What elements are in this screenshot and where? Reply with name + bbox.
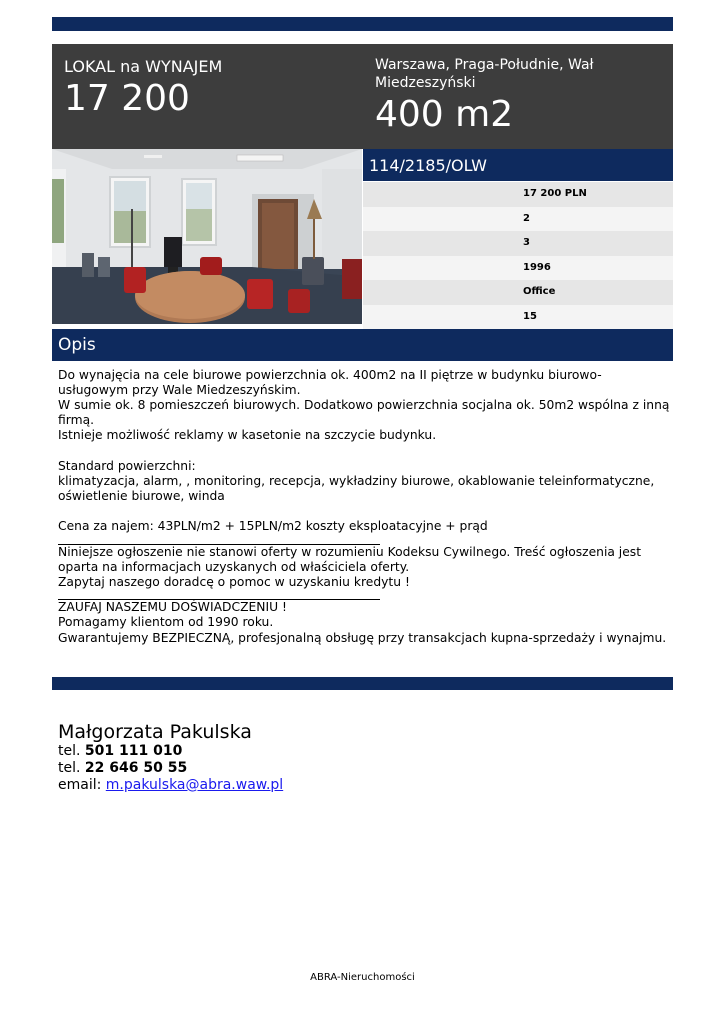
contact-block xyxy=(58,721,458,794)
details-value: Office xyxy=(523,286,556,297)
listing-location: Warszawa, Praga-Południe, Wał Miedzeszyński xyxy=(375,57,594,91)
details-value: 3 xyxy=(523,237,530,248)
header-right xyxy=(375,56,665,136)
description-line: Cena za najem: 43PLN/m2 + 15PLN/m2 koszty eksploatacyjne + prąd xyxy=(58,518,488,533)
phone-number-1[interactable]: 501 111 010 xyxy=(84,743,183,759)
disclaimer-line: Zapytaj naszego doradcę o pomoc w uzyskaniu kredytu ! xyxy=(58,575,410,590)
agent-name: Małgorzata Pakulska xyxy=(58,721,252,743)
listing-type: LOKAL na WYNAJEM xyxy=(64,57,223,76)
listing-header xyxy=(52,44,673,149)
top-accent-bar xyxy=(52,17,673,31)
section-divider-bar xyxy=(52,677,673,690)
phone-number-2[interactable]: 22 646 50 55 xyxy=(84,760,188,776)
footer-company: ABRA-Nieruchomości xyxy=(310,972,415,983)
disclaimer-line: Niniejsze ogłoszenie nie stanowi oferty w rozumieniu Kodeksu Cywilnego. Treść ogłoszenia jest oparta na informacjach uzyskanych od właściciela oferty. xyxy=(58,545,642,575)
trust-line: Pomagamy klientom od 1990 roku. xyxy=(58,615,274,630)
office-photo xyxy=(52,149,362,324)
description-header xyxy=(52,329,673,361)
details-value: 17 200 PLN xyxy=(523,188,587,199)
description-line: Do wynajęcia na cele biurowe powierzchnia ok. 400m2 na II piętrze w budynku biurowo-usługowym przy Wale Miedzeszyńskim. xyxy=(58,368,602,398)
phone-line-2 xyxy=(58,760,458,777)
description-body xyxy=(58,368,670,646)
reference-bar xyxy=(363,149,673,181)
details-row xyxy=(363,182,673,207)
description-blank xyxy=(58,443,670,458)
email-line xyxy=(58,777,458,794)
tel-label: tel. xyxy=(58,760,81,776)
details-row xyxy=(363,305,673,330)
details-row xyxy=(363,231,673,256)
email-link[interactable]: m.pakulska@abra.waw.pl xyxy=(105,777,284,793)
details-table xyxy=(363,182,673,329)
trust-line: Gwarantujemy BEZPIECZNĄ, profesjonalną obsługę przy transakcjach kupna-sprzedaży i wynajmu. xyxy=(58,630,667,645)
tel-label: tel. xyxy=(58,743,81,759)
header-left xyxy=(64,57,354,120)
details-row xyxy=(363,207,673,232)
description-line: klimatyzacja, alarm, , monitoring, recepcja, wykładziny biurowe, okablowanie teleinformatyczne, oświetlenie biurowe, winda xyxy=(58,473,655,503)
listing-price: 17 200 xyxy=(64,78,190,119)
description-line: Standard powierzchni: xyxy=(58,458,196,473)
details-row xyxy=(363,256,673,281)
description-title: Opis xyxy=(58,335,96,355)
details-value: 15 xyxy=(523,310,537,322)
description-line: W sumie ok. 8 pomieszczeń biurowych. Dodatkowo powierzchnia socjalna ok. 50m2 wspólna z inną firmą. xyxy=(58,398,670,428)
description-line: Istnieje możliwość reklamy w kasetonie na szczycie budynku. xyxy=(58,428,437,443)
phone-line-1 xyxy=(58,743,458,760)
description-blank xyxy=(58,504,670,519)
trust-line: ZAUFAJ NASZEMU DOŚWIADCZENIU ! xyxy=(58,600,287,615)
details-row xyxy=(363,280,673,305)
details-value: 2 xyxy=(523,212,530,224)
email-label: email: xyxy=(58,777,102,793)
details-value: 1996 xyxy=(523,261,551,273)
reference-number: 114/2185/OLW xyxy=(369,156,487,175)
listing-area: 400 m2 xyxy=(375,94,514,135)
